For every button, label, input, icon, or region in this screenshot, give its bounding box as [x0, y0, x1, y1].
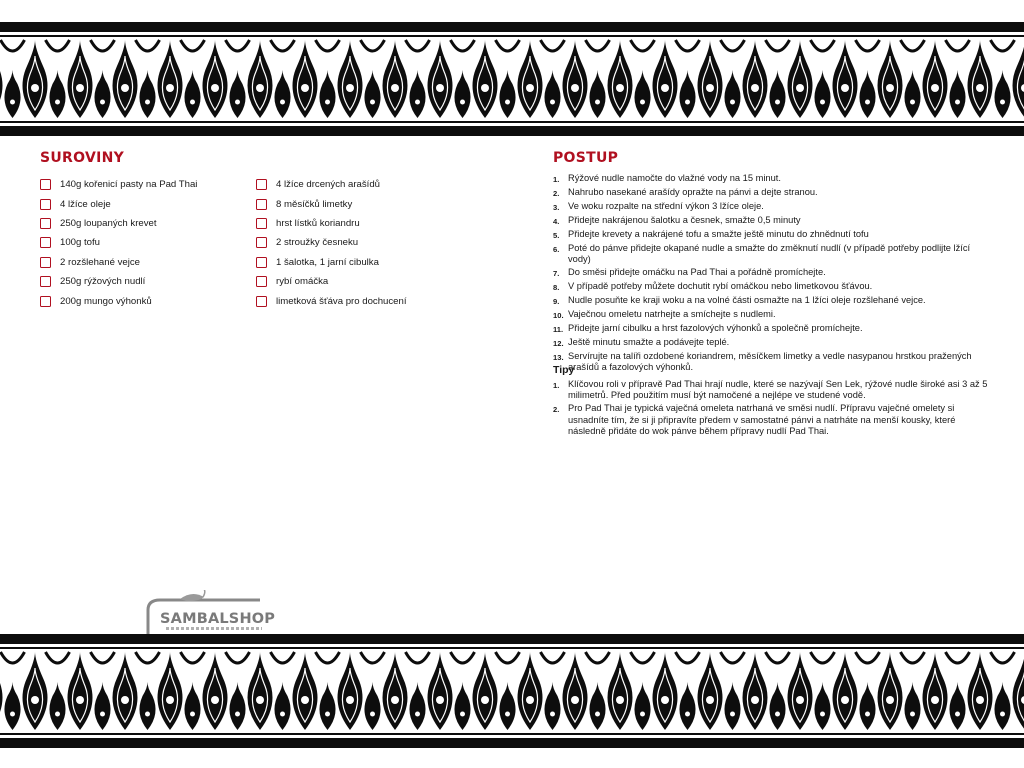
ingredient-item[interactable]: 4 lžíce drcených arašídů — [256, 175, 407, 194]
ingredient-item[interactable]: 140g kořenicí pasty na Pad Thai — [40, 175, 197, 194]
ingredient-item[interactable]: 2 rozšlehané vejce — [40, 253, 197, 272]
bottom-ornament-band — [0, 634, 1024, 748]
checkbox[interactable] — [256, 237, 267, 248]
ingredient-item[interactable]: hrst lístků koriandru — [256, 214, 407, 233]
procedure-step: 5. Přidejte krevety a nakrájené tofu a smažte ještě minutu do zhnědnutí tofu — [553, 229, 869, 240]
ingredients-column-1 — [40, 175, 197, 311]
checkbox[interactable] — [256, 199, 267, 210]
checkbox[interactable] — [40, 257, 51, 268]
top-ornament-band — [0, 22, 1024, 136]
logo-tagline-decoration — [166, 627, 262, 630]
checkbox[interactable] — [256, 218, 267, 229]
checkbox[interactable] — [40, 199, 51, 210]
ingredient-item[interactable]: rybí omáčka — [256, 272, 407, 291]
checkbox[interactable] — [256, 276, 267, 287]
thai-pattern-border — [0, 22, 1024, 136]
ingredient-item[interactable]: 1 šalotka, 1 jarní cibulka — [256, 253, 407, 272]
checkbox[interactable] — [256, 179, 267, 190]
ingredient-item[interactable]: 8 měsíčků limetky — [256, 194, 407, 213]
ingredient-item[interactable]: 2 stroužky česneku — [256, 233, 407, 252]
procedure-step: 4. Přidejte nakrájenou šalotku a česnek, smažte 0,5 minuty — [553, 215, 801, 226]
logo-wordmark: SAMBALSHOP — [160, 611, 276, 627]
checkbox[interactable] — [40, 237, 51, 248]
procedure-step: 3. Ve woku rozpalte na střední výkon 3 lžíce oleje. — [553, 201, 764, 212]
checkbox[interactable] — [256, 257, 267, 268]
checkbox[interactable] — [256, 296, 267, 307]
procedure-step: 2. Nahrubo nasekané arašídy opražte na pánvi a dejte stranou. — [553, 187, 818, 198]
procedure-step: 13. Servírujte na talíři ozdobené koriandrem, měsíčkem limetky a vedle nasypanou hrstkou pražených arašídů a fazolových výhonků. — [553, 351, 972, 373]
checkbox[interactable] — [40, 218, 51, 229]
ingredient-item[interactable]: 4 lžíce oleje — [40, 194, 197, 213]
ingredient-item[interactable]: 200g mungo výhonků — [40, 291, 197, 310]
procedure-step: 11. Přidejte jarní cibulku a hrst fazolových výhonků a společně promíchejte. — [553, 323, 863, 335]
ingredient-item[interactable]: 100g tofu — [40, 233, 197, 252]
ingredients-title: SUROVINY — [40, 150, 125, 166]
checkbox[interactable] — [40, 276, 51, 287]
procedure-step: 9. Nudle posuňte ke kraji woku a na volné části osmažte na 1 lžíci oleje rozšlehané vejce. — [553, 295, 926, 307]
procedure-steps — [553, 173, 993, 375]
procedure-step: 10. Vaječnou omeletu natrhejte a smíchejte s nudlemi. — [553, 309, 776, 321]
tip-item: 2. Pro Pad Thai je typická vaječná omeleta natrhaná ve směsi nudlí. Přípravu vaječné omelety si usnadníte tím, že si ji připravíte předem v samostatné pánvi a natrháte na menší kousky, které následně přidáte do wok pánve během přípravy nudlí Pad Thai. — [553, 403, 956, 436]
ingredient-item[interactable]: 250g loupaných krevet — [40, 214, 197, 233]
procedure-step: 1. Rýžové nudle namočte do vlažné vody na 15 minut. — [553, 173, 781, 184]
procedure-step: 8. V případě potřeby můžete dochutit rybí omáčkou nebo limetkovou šťávou. — [553, 281, 873, 293]
procedure-step: 7. Do směsi přidejte omáčku na Pad Thai a pořádně promíchejte. — [553, 267, 826, 279]
procedure-title: POSTUP — [553, 150, 619, 166]
procedure-step: 6. Poté do pánve přidejte okapané nudle a smažte do změknutí nudlí (v případě potřeby podlijte lžící vody) — [553, 243, 971, 265]
ingredient-item[interactable]: 250g rýžových nudlí — [40, 272, 197, 291]
ingredient-item[interactable]: limetková šťáva pro dochucení — [256, 291, 407, 310]
checkbox[interactable] — [40, 179, 51, 190]
thai-pattern-border — [0, 634, 1024, 748]
checkbox[interactable] — [40, 296, 51, 307]
tip-item: 1. Klíčovou roli v přípravě Pad Thai hrají nudle, které se nazývají Sen Lek, rýžové nudle široké asi 3 až 5 milimetrů. Před použitím musí být namočené a nejlépe ve studené vodě. — [553, 379, 988, 401]
tips-list — [553, 379, 993, 439]
chili-stem — [203, 590, 205, 597]
procedure-step: 12. Ještě minutu smažte a podávejte teplé. — [553, 337, 730, 349]
ingredients-column-2 — [256, 175, 407, 311]
tips-title: Tipy — [553, 364, 575, 376]
